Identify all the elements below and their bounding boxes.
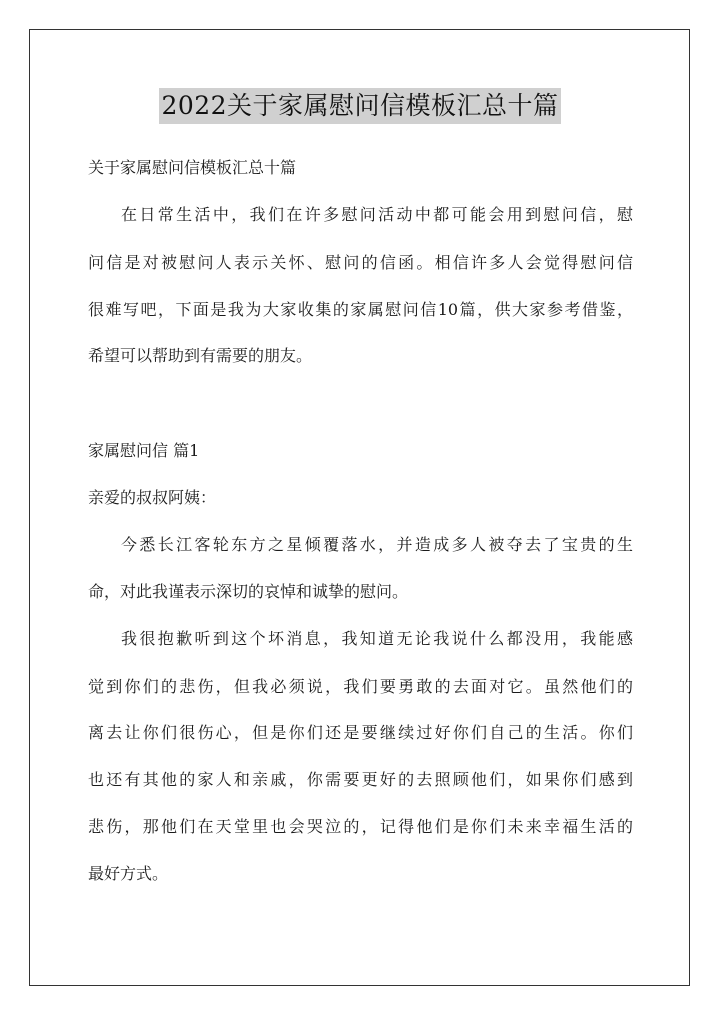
- salutation: 亲爱的叔叔阿姨：: [88, 488, 217, 507]
- section-heading: 家属慰问信 篇1: [88, 441, 200, 460]
- title-container: [0, 88, 720, 124]
- intro-line: 问信是对被慰问人表示关怀、慰问的信函。相信许多人会觉得慰问信: [88, 253, 633, 272]
- document-title: 2022关于家属慰问信模板汇总十篇: [159, 88, 560, 124]
- paragraph-line: 也还有其他的家人和亲戚，你需要更好的去照顾他们，如果你们感到: [88, 770, 633, 789]
- paragraph-line: 觉到你们的悲伤，但我必须说，我们要勇敢的去面对它。虽然他们的: [88, 677, 633, 696]
- document-subtitle: 关于家属慰问信模板汇总十篇: [88, 158, 297, 177]
- paragraph-line: 离去让你们很伤心，但是你们还是要继续过好你们自己的生活。你们: [88, 723, 633, 742]
- paragraph-line: 今悉长江客轮东方之星倾覆落水，并造成多人被夺去了宝贵的生: [121, 535, 633, 554]
- paragraph-line: 命，对此我谨表示深切的哀悼和诚挚的慰问。: [88, 582, 409, 601]
- intro-line: 在日常生活中，我们在许多慰问活动中都可能会用到慰问信，慰: [121, 205, 633, 224]
- intro-line: 很难写吧，下面是我为大家收集的家属慰问信10篇，供大家参考借鉴，: [88, 300, 633, 319]
- paragraph-line: 我很抱歉听到这个坏消息，我知道无论我说什么都没用，我能感: [121, 629, 633, 648]
- paragraph-line: 悲伤，那他们在天堂里也会哭泣的，记得他们是你们未来幸福生活的: [88, 817, 633, 836]
- paragraph-line: 最好方式。: [88, 864, 169, 883]
- intro-line: 希望可以帮助到有需要的朋友。: [88, 346, 313, 365]
